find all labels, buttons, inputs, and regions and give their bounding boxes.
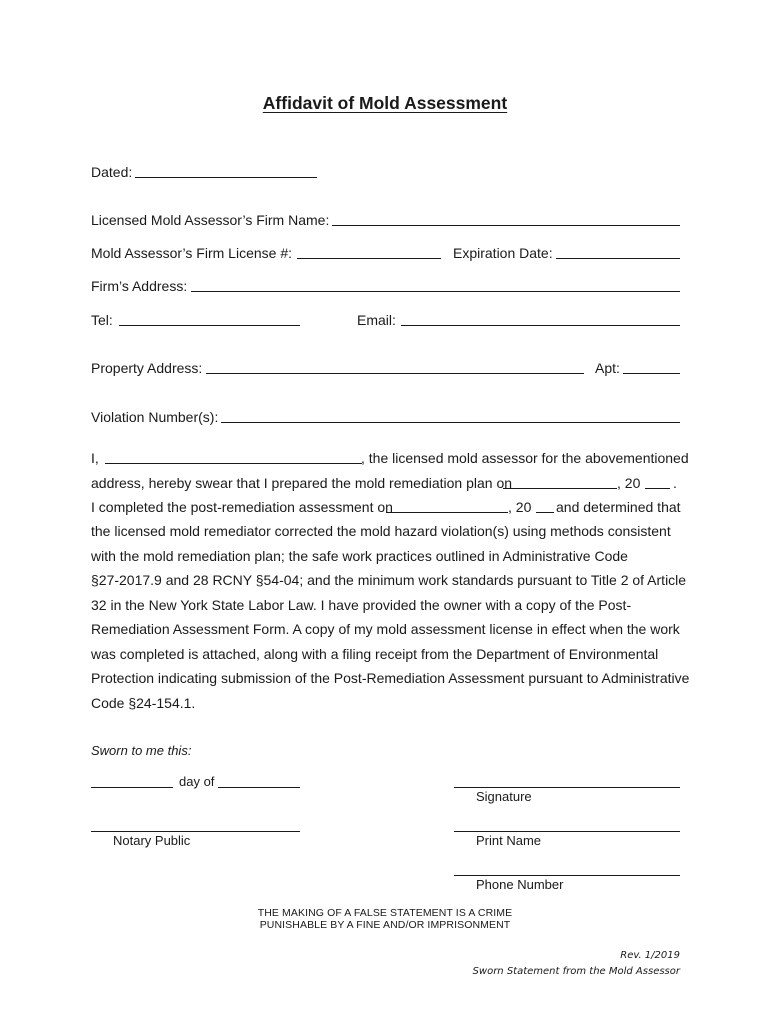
tel-label: Tel:: [91, 312, 113, 328]
statement-line-4: the licensed mold remediator corrected the mold hazard violation(s) using methods consistent: [91, 523, 671, 539]
statement-line-1-end: , the licensed mold assessor for the abovementioned: [361, 450, 689, 466]
statement-line-3-mid: , 20: [508, 499, 532, 515]
statement-line-8: Remediation Assessment Form. A copy of my mold assessment license in effect when the work: [91, 621, 680, 637]
statement-line-2-end: .: [673, 475, 677, 491]
firm-name-field[interactable]: [332, 225, 680, 226]
violation-numbers-label: Violation Number(s):: [91, 409, 219, 425]
statement-line-5: with the mold remediation plan; the safe work practices outlined in Administrative Code: [91, 548, 628, 564]
statement-line-2-start: address, hereby swear that I prepared the mold remediation plan on: [91, 475, 513, 491]
expiration-date-label: Expiration Date:: [453, 245, 553, 261]
statement-line-11: Code §24-154.1.: [91, 695, 196, 711]
dated-field[interactable]: [135, 177, 317, 178]
warning-line-2: PUNISHABLE BY A FINE AND/OR IMPRISONMENT: [259, 919, 511, 931]
sworn-heading: Sworn to me this:: [91, 743, 192, 758]
phone-number-field[interactable]: [454, 875, 680, 876]
phone-number-label: Phone Number: [476, 877, 564, 892]
apt-label: Apt:: [595, 360, 620, 376]
sworn-day-field[interactable]: [91, 787, 173, 788]
statement-line-1-start: I,: [91, 450, 99, 466]
firm-name-label: Licensed Mold Assessor’s Firm Name:: [91, 212, 330, 228]
assessment-date-field[interactable]: [386, 512, 508, 513]
apt-field[interactable]: [623, 373, 680, 374]
notary-public-field[interactable]: [91, 831, 300, 832]
print-name-label: Print Name: [476, 833, 542, 848]
sworn-month-field[interactable]: [218, 787, 300, 788]
signature-label: Signature: [476, 789, 532, 804]
email-label: Email:: [357, 312, 396, 328]
firm-license-label: Mold Assessor’s Firm License #:: [91, 245, 292, 261]
statement-line-2-mid: , 20: [617, 475, 641, 491]
firm-address-field[interactable]: [191, 291, 680, 292]
firm-license-field[interactable]: [297, 258, 441, 259]
plan-date-field[interactable]: [503, 488, 617, 489]
warning-line-1: THE MAKING OF A FALSE STATEMENT IS A CRIME: [257, 907, 513, 919]
statement-line-9: was completed is attached, along with a filing receipt from the Department of Environmental: [91, 646, 659, 662]
signature-field[interactable]: [454, 787, 680, 788]
dated-label: Dated:: [91, 164, 133, 180]
property-address-field[interactable]: [206, 373, 584, 374]
statement-line-6: §27-2017.9 and 28 RCNY §54-04; and the minimum work standards pursuant to Title 2 of Article: [91, 572, 687, 588]
violation-numbers-field[interactable]: [221, 422, 680, 423]
tel-field[interactable]: [119, 325, 300, 326]
email-field[interactable]: [401, 325, 680, 326]
firm-address-label: Firm’s Address:: [91, 278, 188, 294]
page-title: Affidavit of Mold Assessment: [262, 93, 508, 113]
expiration-date-field[interactable]: [556, 258, 680, 259]
day-of-label: day of: [179, 774, 215, 789]
statement-line-3-start: I completed the post-remediation assessment on: [91, 499, 393, 515]
print-name-field[interactable]: [454, 831, 680, 832]
assessment-year-field[interactable]: [536, 512, 554, 513]
notary-public-label: Notary Public: [113, 833, 191, 848]
property-address-label: Property Address:: [91, 360, 203, 376]
assessor-name-field[interactable]: [105, 463, 362, 464]
plan-year-field[interactable]: [645, 488, 670, 489]
footer-subtitle: Sworn Statement from the Mold Assessor: [472, 966, 680, 977]
revision-label: Rev. 1/2019: [620, 950, 680, 961]
statement-line-10: Protection indicating submission of the Post-Remediation Assessment pursuant to Administrative: [91, 670, 690, 686]
statement-line-3-end: and determined that: [556, 499, 681, 515]
statement-line-7: 32 in the New York State Labor Law. I have provided the owner with a copy of the Post-: [91, 597, 632, 613]
